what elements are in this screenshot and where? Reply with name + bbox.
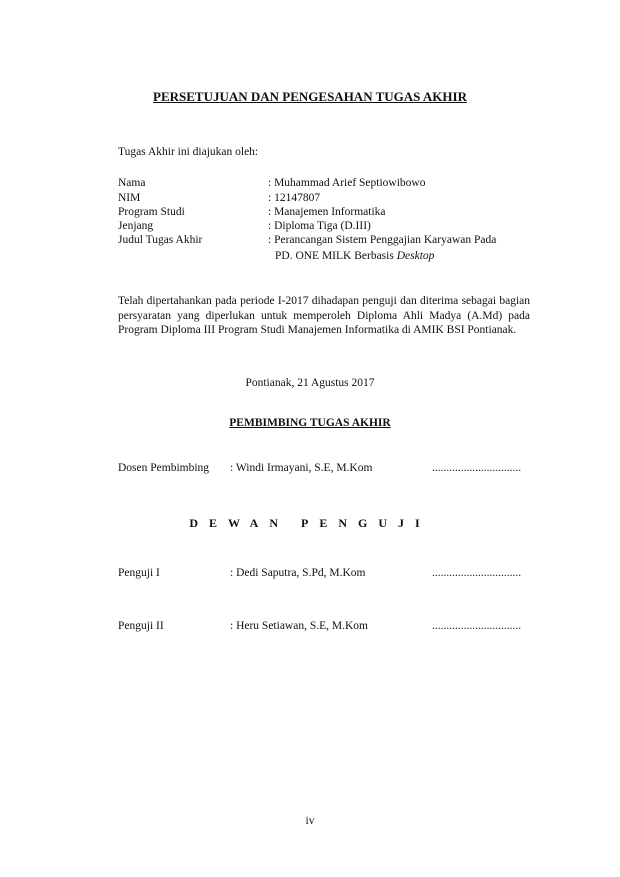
approval-paragraph: Telah dipertahankan pada periode I-2017 dihadapan penguji dan diterima sebagai bagian persyaratan yang diperlukan untuk memperoleh Diploma Ahli Madya (A.Md) pada Program Diploma III Program Studi Manajemen Informatika di AMIK BSI Pontianak.: [118, 295, 530, 336]
dewan-word: DEWAN: [189, 516, 289, 530]
field-value-nama: : Muhammad Arief Septiowibowo: [268, 177, 426, 189]
place-date: Pontianak, 21 Agustus 2017: [245, 377, 375, 389]
field-label-judul: Judul Tugas Akhir: [118, 234, 203, 246]
field-value-program-studi: : Manajemen Informatika: [268, 206, 386, 218]
penguji-2-value: : Heru Setiawan, S.E, M.Kom: [230, 620, 368, 632]
dosen-label: Dosen Pembimbing: [118, 462, 210, 474]
penguji-1-signature-line: ...............................: [432, 567, 522, 579]
penguji-1-value: : Dedi Saputra, S.Pd, M.Kom: [230, 567, 366, 579]
dosen-value: : Windi Irmayani, S.E, M.Kom: [230, 462, 373, 474]
page-number: iv: [305, 815, 315, 827]
pembimbing-heading: PEMBIMBING TUGAS AKHIR: [229, 417, 391, 429]
field-label-nama: Nama: [118, 177, 146, 189]
field-label-jenjang: Jenjang: [118, 220, 154, 232]
dewan-penguji-heading: [0, 516, 620, 531]
judul-continued-text: PD. ONE MILK Berbasis: [275, 250, 397, 262]
field-value-judul-continued: [275, 250, 434, 262]
dosen-signature-line: ...............................: [432, 462, 522, 474]
field-label-program-studi: Program Studi: [118, 206, 185, 218]
penguji-1-label: Penguji I: [118, 567, 160, 579]
judul-continued-italic: Desktop: [396, 250, 435, 262]
penguji-2-signature-line: ...............................: [432, 620, 522, 632]
penguji-2-label: Penguji II: [118, 620, 164, 632]
penguji-word: PENGUJI: [301, 516, 431, 530]
page-title: PERSETUJUAN DAN PENGESAHAN TUGAS AKHIR: [153, 89, 467, 104]
field-label-nim: NIM: [118, 192, 141, 204]
field-value-jenjang: : Diploma Tiga (D.III): [268, 220, 371, 232]
field-value-judul: : Perancangan Sistem Penggajian Karyawan Pada: [268, 234, 497, 246]
intro-text: Tugas Akhir ini diajukan oleh:: [118, 146, 259, 158]
field-value-nim: : 12147807: [268, 192, 321, 204]
